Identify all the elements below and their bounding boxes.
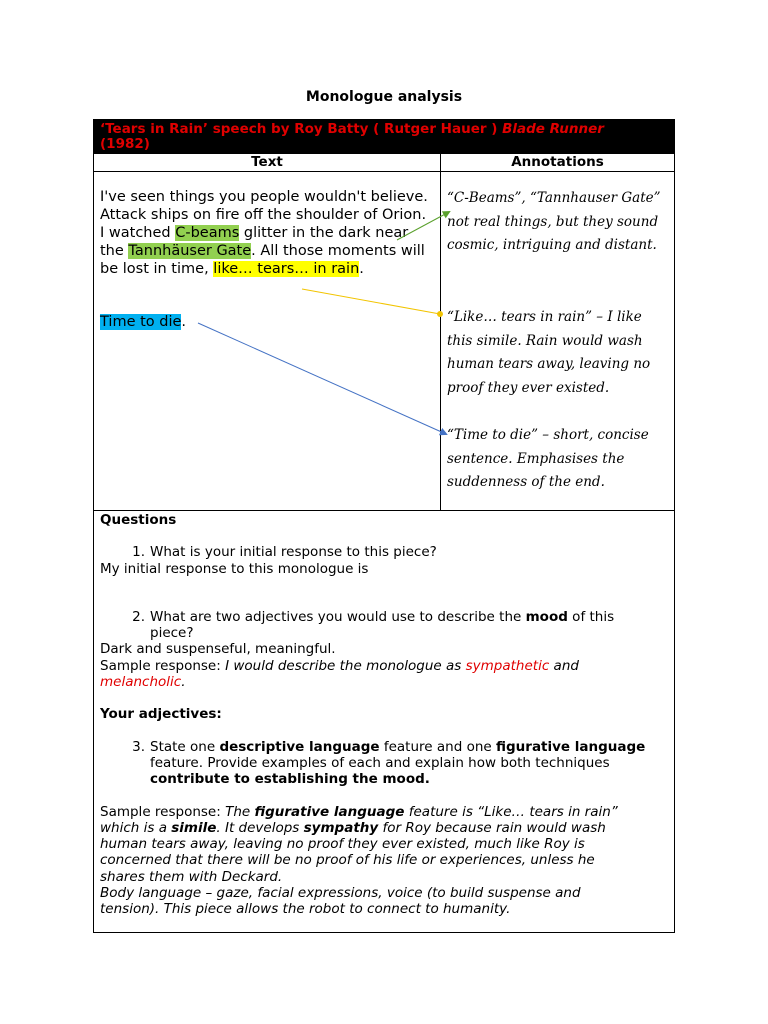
arrow-green — [397, 212, 449, 240]
sample-text: concerned that there will be no proof of his life or experiences, unless he — [100, 852, 595, 869]
annotation-time-to-die: “Time to die” – short, concise sentence. Emphasises the suddenness of the end. — [447, 427, 649, 490]
sample-label: Sample response: — [100, 657, 226, 674]
sample-red-word: sympathetic — [465, 657, 550, 674]
question-number: 2. — [132, 608, 145, 625]
sample-text: I would describe the monologue as — [225, 657, 466, 674]
arrow-blue — [198, 323, 446, 434]
question-text: piece? — [150, 625, 194, 642]
question-text: What is your initial response to this piece? — [150, 544, 437, 561]
sample-text: which is a — [100, 819, 172, 836]
highlight-like-tears: like… tears… in rain — [213, 261, 360, 277]
speech-text: . — [359, 261, 364, 277]
sample-text: human tears away, leaving no proof they ever existed, much like Roy is — [100, 836, 585, 853]
answer-1: My initial response to this monologue is — [100, 560, 369, 577]
sample-label: Sample response: — [100, 803, 226, 820]
speech-text: glitter in the dark near the — [100, 225, 409, 259]
arrow-yellow — [302, 289, 440, 314]
your-adjectives-label: Your adjectives: — [100, 706, 222, 723]
highlight-time-to-die: Time to die — [100, 314, 182, 330]
question-keyword: figurative language — [496, 738, 646, 755]
speech-text: . All those moments will be lost in time, — [100, 243, 425, 277]
column-header-text: Text — [94, 154, 440, 172]
arrow-yellow-dot — [437, 311, 443, 317]
sample-text: and — [549, 657, 579, 674]
highlight-cbeams: C-beams — [175, 225, 240, 241]
question-number: 1. — [132, 544, 145, 561]
sample-keyword: sympathy — [303, 819, 379, 836]
sample-text: The — [225, 803, 255, 820]
annotation-cbeams: “C-Beams”, “Tannhauser Gate” not real things, but they sound cosmic, intriguing and distant. — [447, 190, 661, 253]
question-text: feature. Provide examples of each and explain how both techniques — [150, 754, 610, 771]
sample-keyword: simile — [171, 819, 217, 836]
header-prefix: ‘Tears in Rain’ speech by Roy Batty ( Rutger Hauer ) — [100, 121, 498, 137]
question-text: State one — [150, 738, 220, 755]
questions-heading: Questions — [100, 512, 177, 528]
sample-text: . It develops — [216, 819, 304, 836]
sample-text: tension). This piece allows the robot to connect to humanity. — [100, 901, 511, 918]
header-year: (1982) — [100, 136, 150, 152]
question-keyword: mood — [525, 608, 568, 625]
sample-text: for Roy because rain would wash — [378, 819, 606, 836]
sample-text: . — [181, 674, 186, 691]
question-text: What are two adjectives you would use to describe the — [150, 608, 526, 625]
header-film: Blade Runner — [502, 121, 604, 137]
speech-text: . — [181, 314, 187, 330]
annotation-like-tears: “Like… tears in rain” – I like this simile. Rain would wash human tears away, leaving no proof they ever existed. — [447, 309, 651, 396]
sample-red-word: melancholic — [100, 674, 182, 691]
answer-2: Dark and suspenseful, meaningful. — [100, 641, 336, 658]
question-keyword: descriptive language — [219, 738, 380, 755]
sample-text: feature is “Like… tears in rain” — [404, 803, 618, 820]
sample-keyword: figurative language — [254, 803, 405, 820]
speech-text: I've seen things you people wouldn't believe. Attack ships on fire off the shoulder of Orion. I watched — [100, 189, 428, 241]
sample-text: Body language – gaze, facial expressions, voice (to build suspense and — [100, 885, 581, 902]
question-number: 3. — [132, 738, 145, 755]
question-text: of this — [567, 608, 615, 625]
page-title: Monologue analysis — [305, 89, 463, 105]
sample-text: shares them with Deckard. — [100, 868, 283, 885]
question-text: feature and one — [379, 738, 496, 755]
column-header-annotations: Annotations — [441, 154, 674, 172]
question-keyword: contribute to establishing the mood. — [150, 771, 430, 788]
highlight-tannhauser: Tannhäuser Gate — [128, 243, 252, 259]
